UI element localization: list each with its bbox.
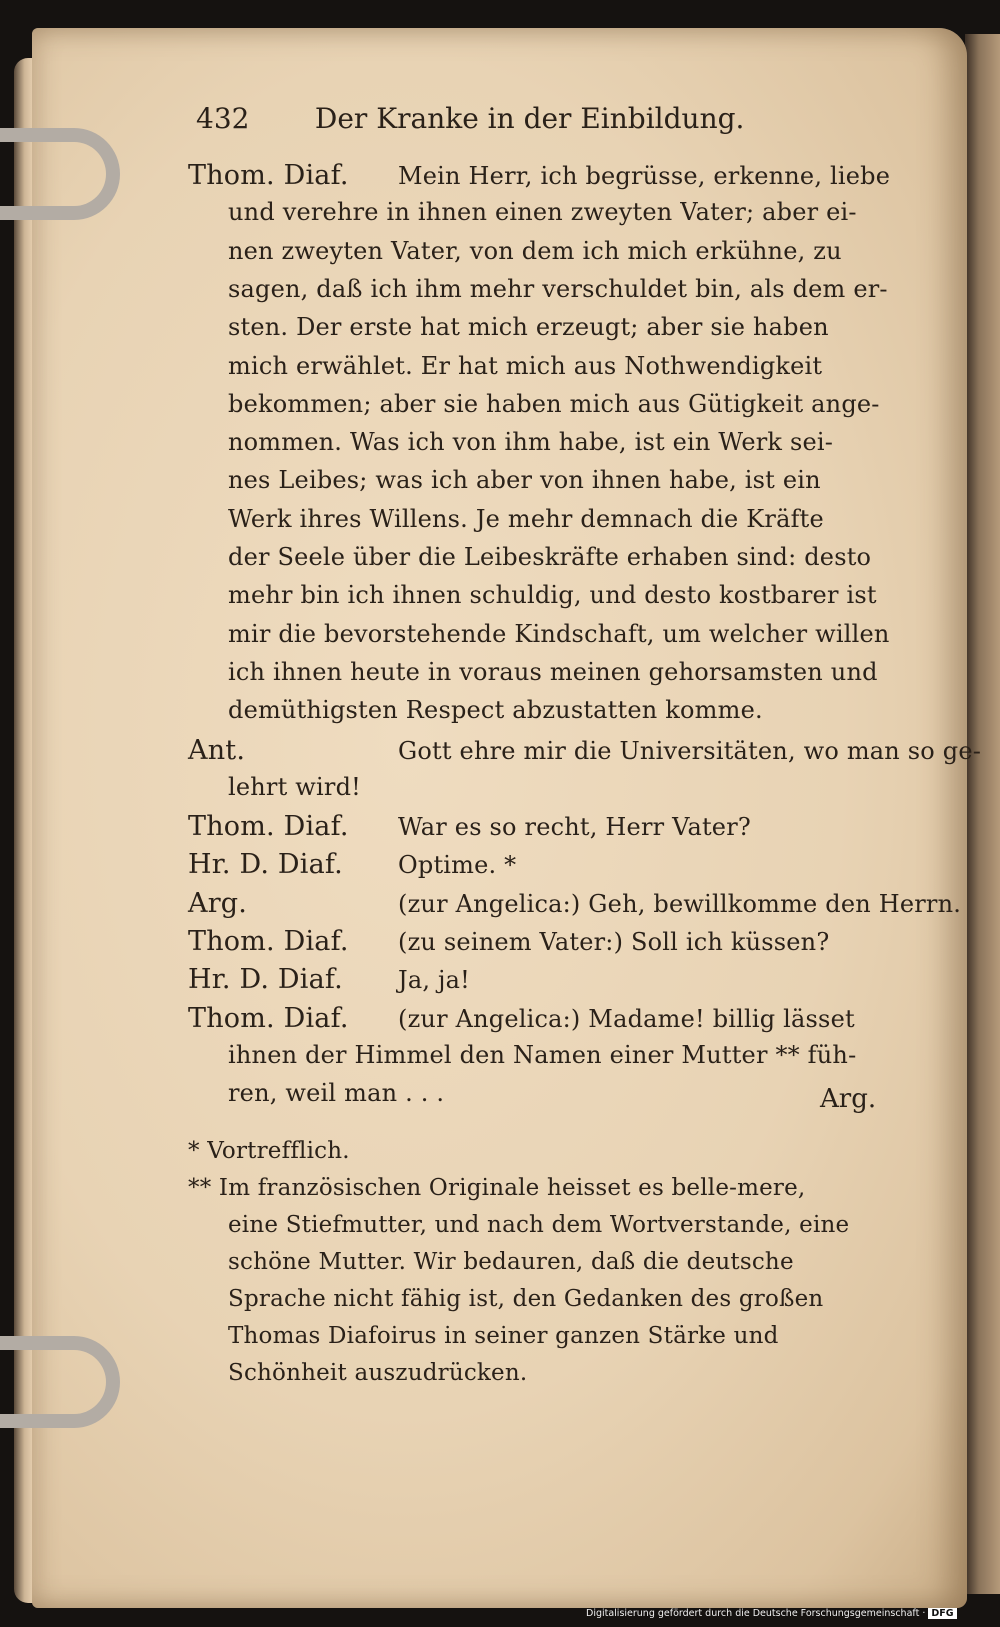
text-line [188,1079,444,1107]
text-line [188,620,890,648]
speaker-name: Hr. D. Diaf. [188,849,343,881]
line-text: ren, weil man . . . [228,1079,445,1108]
line-text: bekommen; aber sie haben mich aus Gütigkeit ange- [228,389,880,418]
text-line [188,352,822,380]
text-line [188,811,751,842]
text-line [188,466,821,494]
line-text: War es so recht, Herr Vater? [398,813,751,842]
footnote-line: schöne Mutter. Wir bedauren, daß die deutsche [228,1249,794,1275]
footnote-line: eine Stiefmutter, und nach dem Wortverstande, eine [228,1212,850,1238]
footnote-line: Schönheit auszudrücken. [228,1360,528,1386]
running-header [196,102,796,135]
line-text: mich erwählet. Er hat mich aus Nothwendigkeit [228,351,823,380]
text-line [188,160,890,191]
text-line [188,313,829,341]
line-text: der Seele über die Leibeskräfte erhaben sind: desto [228,543,872,571]
facing-page-edge [965,34,1000,1594]
text-line [188,888,961,919]
text-line [188,581,877,609]
line-text: (zu seinem Vater:) Soll ich küssen? [398,928,830,956]
text-line [188,1041,856,1069]
line-text: demüthigsten Respect abzustatten komme. [228,696,763,725]
digitization-footer [586,1608,957,1619]
line-text: Werk ihres Willens. Je mehr demnach die Kräfte [228,504,824,533]
footnote-line: * Vortrefflich. [188,1138,350,1164]
line-text: Mein Herr, ich begrüsse, erkenne, liebe [398,162,891,190]
line-text: sagen, daß ich ihm mehr verschuldet bin, als dem er- [228,274,888,303]
text-line [188,237,842,265]
text-line [188,926,829,957]
text-line [188,505,824,533]
running-title: Der Kranke in der Einbildung. [314,102,745,135]
line-text: Gott ehre mir die Universitäten, wo man so ge- [398,736,982,765]
text-line [188,428,833,456]
catchword: Arg. [820,1084,877,1114]
speaker-name: Thom. Diaf. [188,160,349,191]
page-number: 432 [196,102,250,135]
speaker-name: Thom. Diaf. [188,1002,349,1034]
text-line [188,735,981,766]
line-text: ich ihnen heute in voraus meinen gehorsamsten und [228,657,878,686]
line-text: Optime. * [398,851,517,880]
footnote-line: Sprache nicht fähig ist, den Gedanken des großen [228,1286,824,1312]
line-text: lehrt wird! [228,772,361,801]
speaker-name: Thom. Diaf. [188,811,349,843]
page-clip-bottom [0,1336,120,1428]
text-line [188,964,470,995]
text-line [188,198,857,226]
line-text: nen zweyten Vater, von dem ich mich erkühne, zu [228,236,842,265]
text-line [188,390,880,418]
dfg-logo: DFG [928,1608,956,1619]
text-line [188,696,763,724]
line-text: ihnen der Himmel den Namen einer Mutter ** füh- [228,1040,857,1069]
line-text: (zur Angelica:) Geh, bewillkomme den Herrn. [398,889,962,918]
text-line [188,275,888,303]
footer-text: Digitalisierung gefördert durch die Deutsche Forschungsgemeinschaft · [586,1608,926,1619]
line-text: Ja, ja! [398,966,470,995]
line-text: sten. Der erste hat mich erzeugt; aber sie haben [228,313,829,342]
line-text: (zur Angelica:) Madame! billig lässet [398,1004,855,1033]
text-line [188,773,361,801]
line-text: mir die bevorstehende Kindschaft, um welcher willen [228,619,890,648]
text-line [188,658,878,686]
speaker-name: Hr. D. Diaf. [188,964,343,996]
speaker-name: Arg. [188,887,248,919]
text-line [188,543,871,571]
speaker-name: Ant. [188,734,246,766]
speaker-name: Thom. Diaf. [188,926,349,957]
line-text: mehr bin ich ihnen schuldig, und desto kostbarer ist [228,581,877,610]
line-text: nommen. Was ich von ihm habe, ist ein Werk sei- [228,428,834,457]
line-text: und verehre in ihnen einen zweyten Vater; aber ei- [228,198,857,227]
text-line [188,1003,855,1034]
footnote-line: Thomas Diafoirus in seiner ganzen Stärke und [228,1323,779,1349]
line-text: nes Leibes; was ich aber von ihnen habe, ist ein [228,466,821,495]
text-line [188,849,516,880]
footnote-line: ** Im französischen Originale heisset es belle-mere, [188,1175,806,1201]
page-clip-top [0,128,120,220]
